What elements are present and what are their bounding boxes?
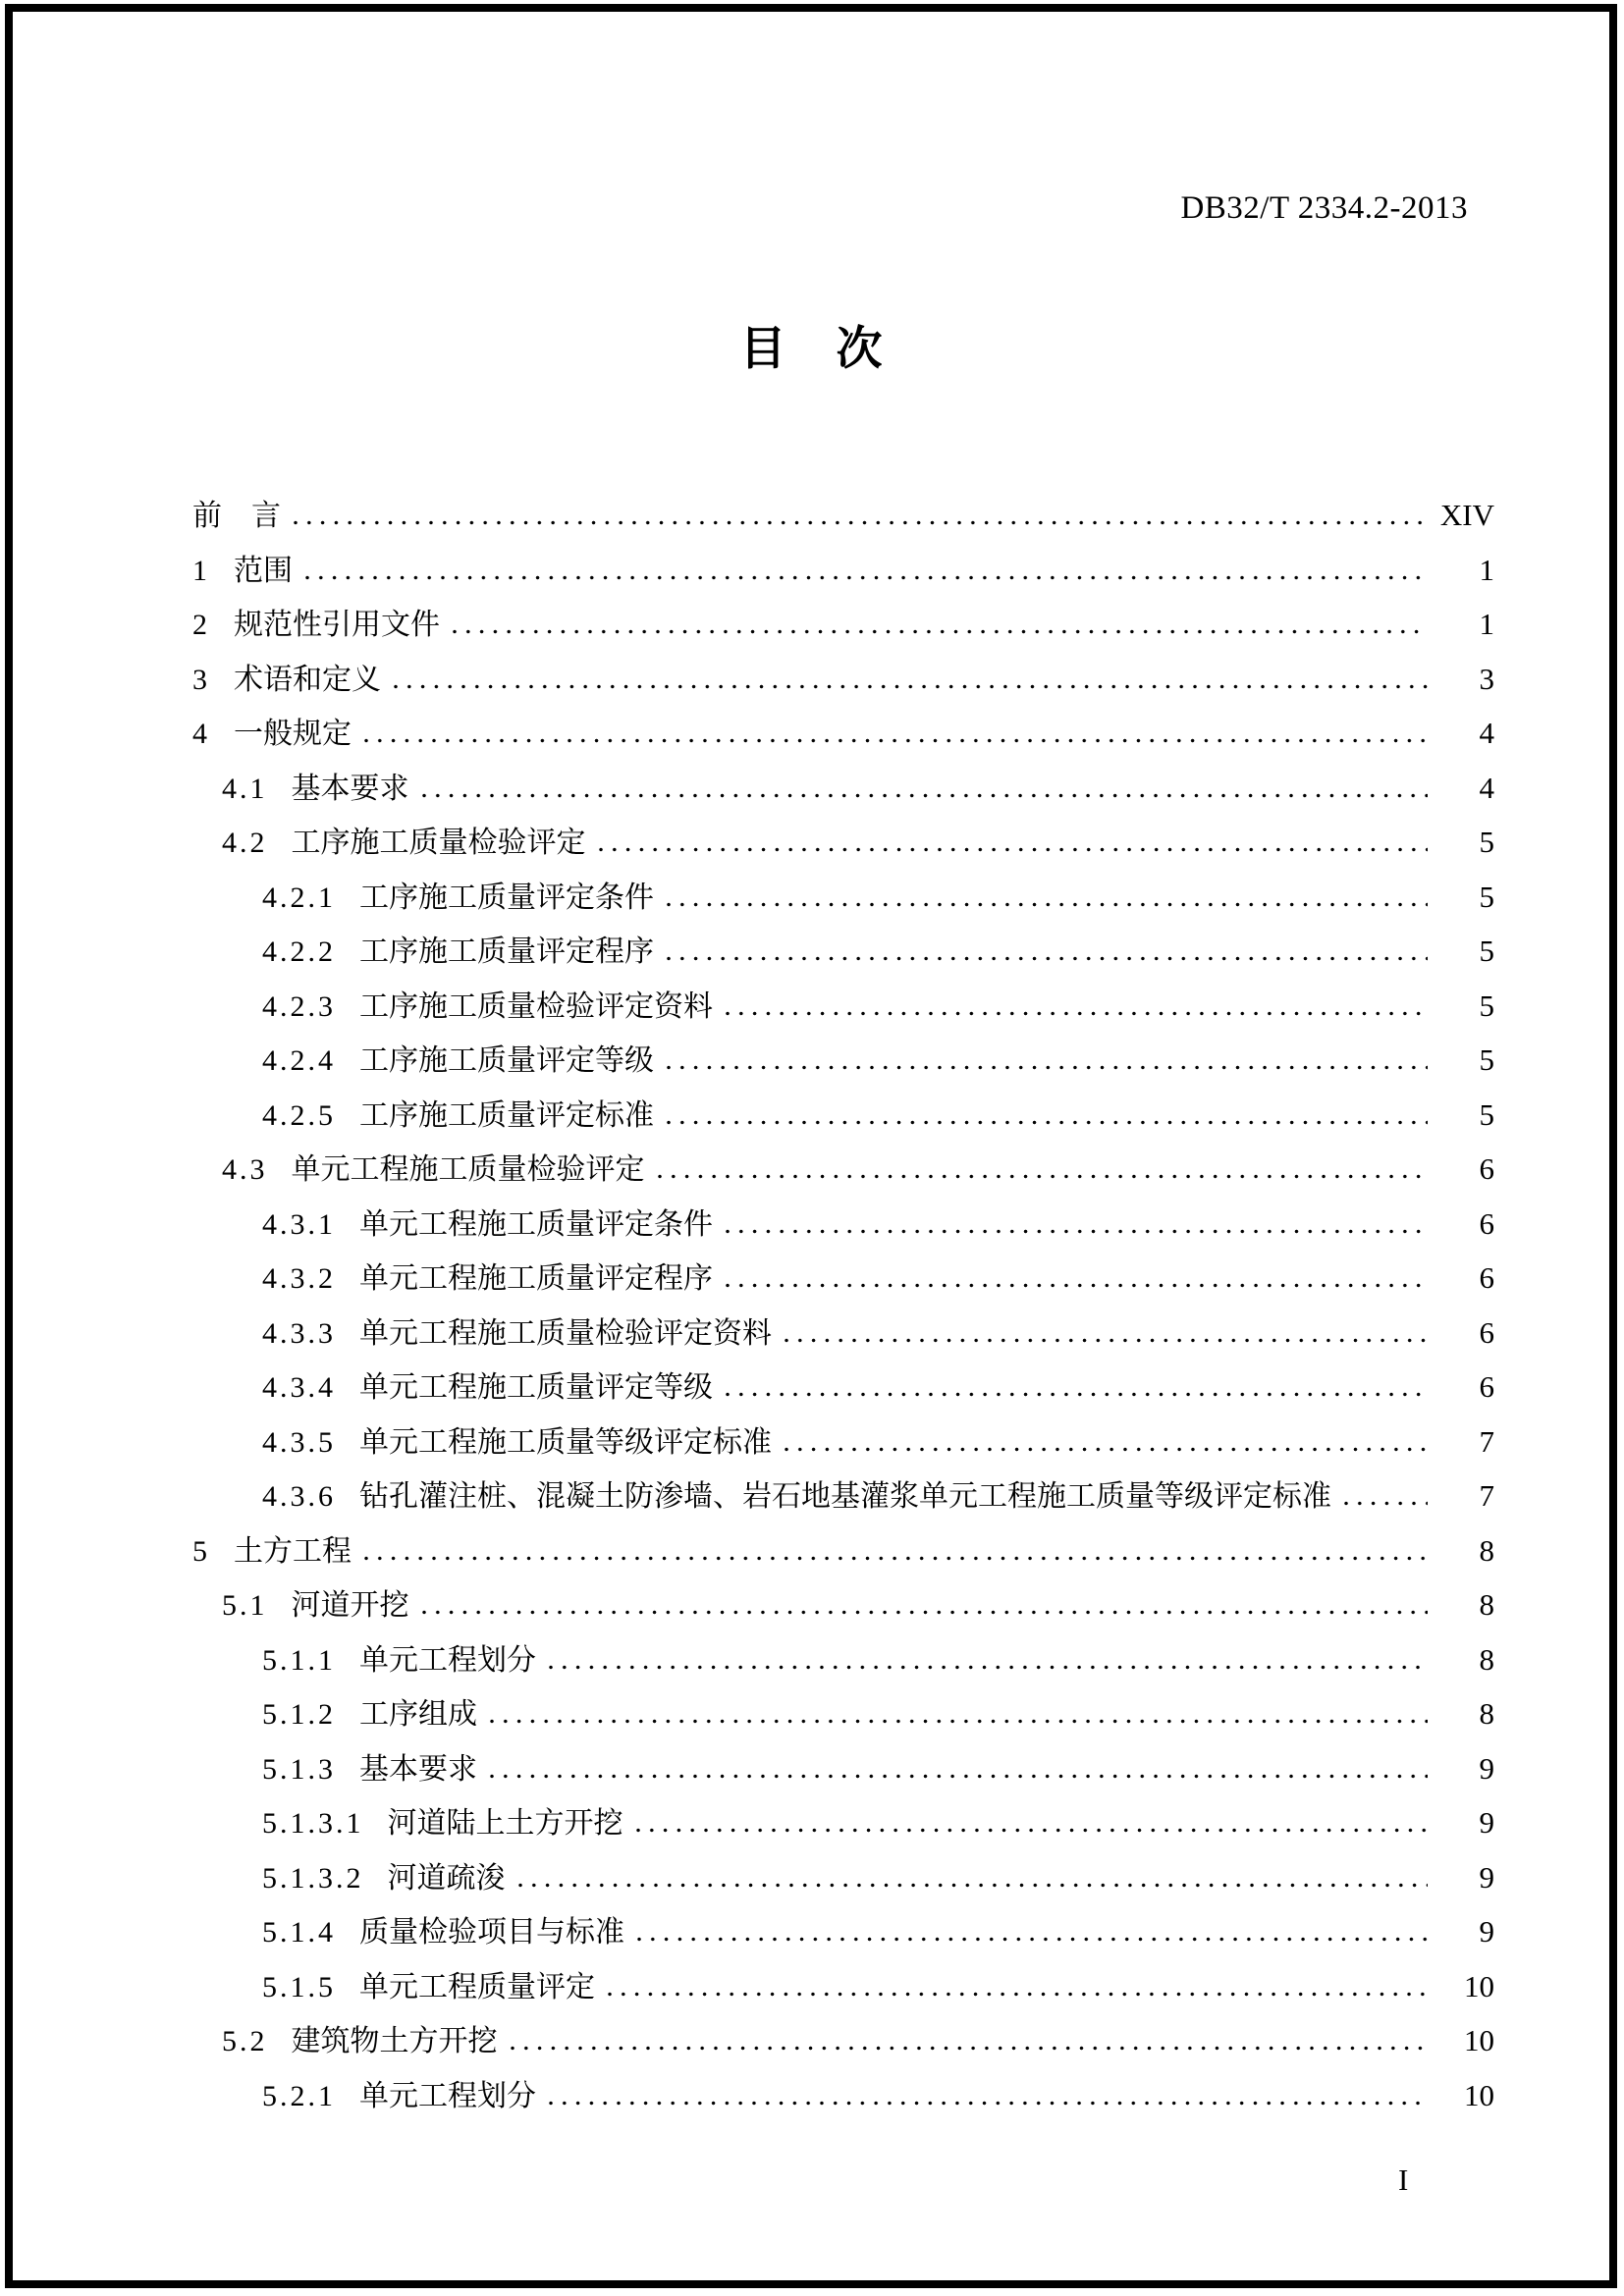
dot-leader-icon — [549, 1665, 1428, 1670]
dot-leader-icon — [490, 1774, 1428, 1779]
toc-entry-number: 5.1.5 — [262, 1970, 336, 2003]
toc-entry-label: 工序施工质量评定程序 — [359, 935, 654, 968]
toc-entry-number: 5.1.2 — [262, 1698, 336, 1731]
toc-entry-page: 10 — [1464, 2023, 1494, 2057]
toc-entry-label: 单元工程划分 — [359, 2079, 536, 2112]
standard-code: DB32/T 2334.2-2013 — [1180, 190, 1468, 226]
toc-entry-number: 5.2 — [222, 2025, 268, 2057]
dot-leader-icon — [658, 1174, 1429, 1179]
toc-entry-label: 规范性引用文件 — [234, 609, 440, 641]
dot-leader-icon — [667, 1065, 1428, 1070]
toc-entry-page: 5 — [1479, 988, 1494, 1023]
table-of-contents — [0, 488, 1624, 2122]
toc-entry-number: 5.1.3.2 — [262, 1861, 364, 1895]
toc-entry-page: 10 — [1464, 1968, 1494, 2003]
toc-entry — [0, 1033, 1624, 1088]
toc-entry — [0, 1415, 1624, 1469]
toc-entry-page: 3 — [1479, 661, 1494, 696]
toc-entry — [0, 597, 1624, 652]
toc-entry-number: 4.3.3 — [262, 1316, 336, 1350]
toc-entry-label: 单元工程质量评定 — [359, 1970, 595, 2003]
toc-entry — [0, 1632, 1624, 1687]
toc-entry-page: 6 — [1479, 1151, 1494, 1186]
toc-entry-page: 8 — [1479, 1587, 1494, 1622]
toc-entry-number: 5.2.1 — [262, 2079, 336, 2112]
dot-leader-icon — [511, 2046, 1429, 2051]
toc-entry-number: 4.2.5 — [262, 1098, 336, 1132]
toc-entry-label: 单元工程施工质量等级评定标准 — [359, 1425, 772, 1459]
toc-entry-page: 9 — [1479, 1805, 1494, 1840]
toc-entry-label: 工序施工质量评定条件 — [359, 881, 654, 914]
dot-leader-icon — [364, 1556, 1428, 1561]
toc-entry-page: 8 — [1479, 1641, 1494, 1677]
toc-entry-label: 工序施工质量评定等级 — [359, 1044, 654, 1077]
toc-entry-label: 工序组成 — [359, 1698, 477, 1731]
dot-leader-icon — [726, 1011, 1428, 1016]
dot-leader-icon — [785, 1338, 1428, 1343]
toc-entry — [0, 979, 1624, 1034]
toc-entry — [0, 1468, 1624, 1523]
toc-entry-number: 5.1.4 — [262, 1916, 336, 1949]
dot-leader-icon — [667, 1120, 1428, 1125]
toc-entry-label: 范围 — [234, 554, 293, 587]
dot-leader-icon — [422, 1610, 1429, 1615]
toc-entry — [0, 1577, 1624, 1632]
toc-entry-label: 河道疏浚 — [387, 1861, 506, 1895]
toc-entry-number: 5.1.3 — [262, 1752, 336, 1786]
toc-entry — [0, 1360, 1624, 1415]
toc-entry-label: 单元工程施工质量检验评定 — [291, 1153, 645, 1186]
dot-leader-icon — [599, 847, 1429, 852]
toc-entry-page: XIV — [1439, 498, 1494, 532]
toc-entry — [0, 706, 1624, 761]
toc-entry — [0, 815, 1624, 870]
toc-entry-page: 4 — [1479, 770, 1494, 805]
dot-leader-icon — [1344, 1501, 1428, 1506]
toc-entry-label: 河道陆上土方开挖 — [387, 1807, 623, 1840]
toc-entry-page: 4 — [1479, 716, 1494, 750]
toc-entry-number: 5.1.3.1 — [262, 1807, 364, 1840]
toc-entry — [0, 1197, 1624, 1252]
dot-leader-icon — [785, 1447, 1428, 1452]
dot-leader-icon — [726, 1283, 1428, 1288]
toc-entry — [0, 1904, 1624, 1959]
dot-leader-icon — [364, 738, 1428, 743]
dot-leader-icon — [636, 1828, 1429, 1833]
toc-entry-number: 4.1 — [222, 772, 268, 805]
toc-entry-label: 单元工程划分 — [359, 1643, 536, 1677]
toc-entry-label: 河道开挖 — [291, 1589, 409, 1622]
dot-leader-icon — [394, 684, 1428, 689]
toc-entry — [0, 761, 1624, 816]
toc-entry-page: 1 — [1479, 607, 1494, 641]
toc-entry-page: 9 — [1479, 1914, 1494, 1949]
toc-entry — [0, 870, 1624, 925]
toc-entry — [0, 488, 1624, 543]
toc-entry-number: 4 — [192, 718, 210, 750]
toc-entry-label: 基本要求 — [291, 772, 409, 805]
toc-entry-number: 4.3.1 — [262, 1207, 336, 1241]
dot-leader-icon — [549, 2101, 1428, 2106]
toc-entry — [0, 1523, 1624, 1578]
toc-entry-page: 8 — [1479, 1696, 1494, 1731]
toc-entry-page: 1 — [1479, 552, 1494, 587]
toc-entry-label: 工序施工质量评定标准 — [359, 1098, 654, 1132]
toc-entry — [0, 924, 1624, 979]
toc-entry-number: 5.1 — [222, 1589, 268, 1622]
toc-entry-label: 建筑物土方开挖 — [291, 2025, 498, 2057]
page-number: I — [1398, 2163, 1409, 2197]
toc-entry-page: 7 — [1479, 1423, 1494, 1459]
toc-entry-page: 8 — [1479, 1532, 1494, 1568]
toc-entry-label: 单元工程施工质量评定等级 — [359, 1371, 713, 1404]
toc-entry-label: 钻孔灌注桩、混凝土防渗墙、岩石地基灌浆单元工程施工质量等级评定标准 — [359, 1480, 1331, 1513]
toc-entry-label: 工序施工质量检验评定资料 — [359, 989, 713, 1023]
toc-entry-number: 4.3 — [222, 1153, 268, 1186]
toc-entry — [0, 1088, 1624, 1143]
toc-entry — [0, 1850, 1624, 1905]
dot-leader-icon — [637, 1937, 1428, 1942]
toc-entry-number: 3 — [192, 663, 210, 696]
toc-entry — [0, 1795, 1624, 1850]
toc-entry-label: 单元工程施工质量评定程序 — [359, 1262, 713, 1295]
toc-entry-number: 2 — [192, 609, 210, 641]
dot-leader-icon — [518, 1883, 1429, 1888]
toc-entry-page: 9 — [1479, 1750, 1494, 1786]
toc-entry-number: 4.3.6 — [262, 1480, 336, 1513]
toc-entry-number: 4.2.2 — [262, 935, 336, 968]
dot-leader-icon — [667, 956, 1428, 961]
toc-entry — [0, 1959, 1624, 2014]
toc-entry-number: 5.1.1 — [262, 1643, 336, 1677]
toc-entry-page: 5 — [1479, 879, 1494, 914]
dot-leader-icon — [294, 520, 1428, 525]
toc-entry-page: 6 — [1479, 1369, 1494, 1404]
toc-entry-number: 4.3.4 — [262, 1371, 336, 1404]
toc-entry — [0, 1741, 1624, 1796]
toc-entry-label: 工序施工质量检验评定 — [291, 827, 586, 859]
toc-entry-page: 5 — [1479, 825, 1494, 859]
toc-entry — [0, 2068, 1624, 2123]
toc-entry-page: 5 — [1479, 1042, 1494, 1077]
toc-entry — [0, 1142, 1624, 1197]
page-title: 目 次 — [739, 322, 885, 374]
toc-entry-number: 1 — [192, 554, 210, 587]
toc-entry-label: 术语和定义 — [234, 663, 381, 696]
toc-entry-number: 4.3.2 — [262, 1262, 336, 1295]
dot-leader-icon — [453, 629, 1428, 634]
toc-entry — [0, 1686, 1624, 1741]
dot-leader-icon — [726, 1392, 1428, 1397]
toc-entry-number: 4.3.5 — [262, 1425, 336, 1459]
toc-entry — [0, 1306, 1624, 1361]
toc-entry-page: 10 — [1464, 2077, 1494, 2112]
toc-entry-page: 5 — [1479, 1096, 1494, 1132]
toc-entry-number: 4.2.3 — [262, 989, 336, 1023]
toc-entry — [0, 543, 1624, 598]
toc-entry-number: 4.2.1 — [262, 881, 336, 914]
toc-entry-number: 4.2.4 — [262, 1044, 336, 1077]
dot-leader-icon — [608, 1992, 1428, 1997]
toc-entry-label: 前 言 — [192, 500, 281, 532]
toc-entry-label: 单元工程施工质量评定条件 — [359, 1207, 713, 1241]
dot-leader-icon — [726, 1229, 1428, 1234]
toc-entry — [0, 1251, 1624, 1306]
toc-entry-label: 基本要求 — [359, 1752, 477, 1786]
toc-entry-page: 6 — [1479, 1260, 1494, 1295]
toc-entry-number: 4.2 — [222, 827, 268, 859]
dot-leader-icon — [667, 902, 1428, 907]
toc-entry — [0, 652, 1624, 707]
toc-entry-label: 质量检验项目与标准 — [359, 1916, 624, 1949]
toc-entry-label: 土方工程 — [234, 1534, 352, 1568]
dot-leader-icon — [422, 793, 1429, 798]
toc-entry-label: 单元工程施工质量检验评定资料 — [359, 1316, 772, 1350]
toc-entry-number: 5 — [192, 1534, 210, 1568]
toc-entry-label: 一般规定 — [234, 718, 352, 750]
dot-leader-icon — [305, 575, 1428, 580]
toc-entry-page: 7 — [1479, 1478, 1494, 1513]
toc-entry-page: 6 — [1479, 1314, 1494, 1350]
toc-entry-page: 5 — [1479, 934, 1494, 968]
toc-entry — [0, 2013, 1624, 2068]
toc-entry-page: 9 — [1479, 1859, 1494, 1895]
dot-leader-icon — [490, 1719, 1428, 1724]
toc-entry-page: 6 — [1479, 1205, 1494, 1241]
